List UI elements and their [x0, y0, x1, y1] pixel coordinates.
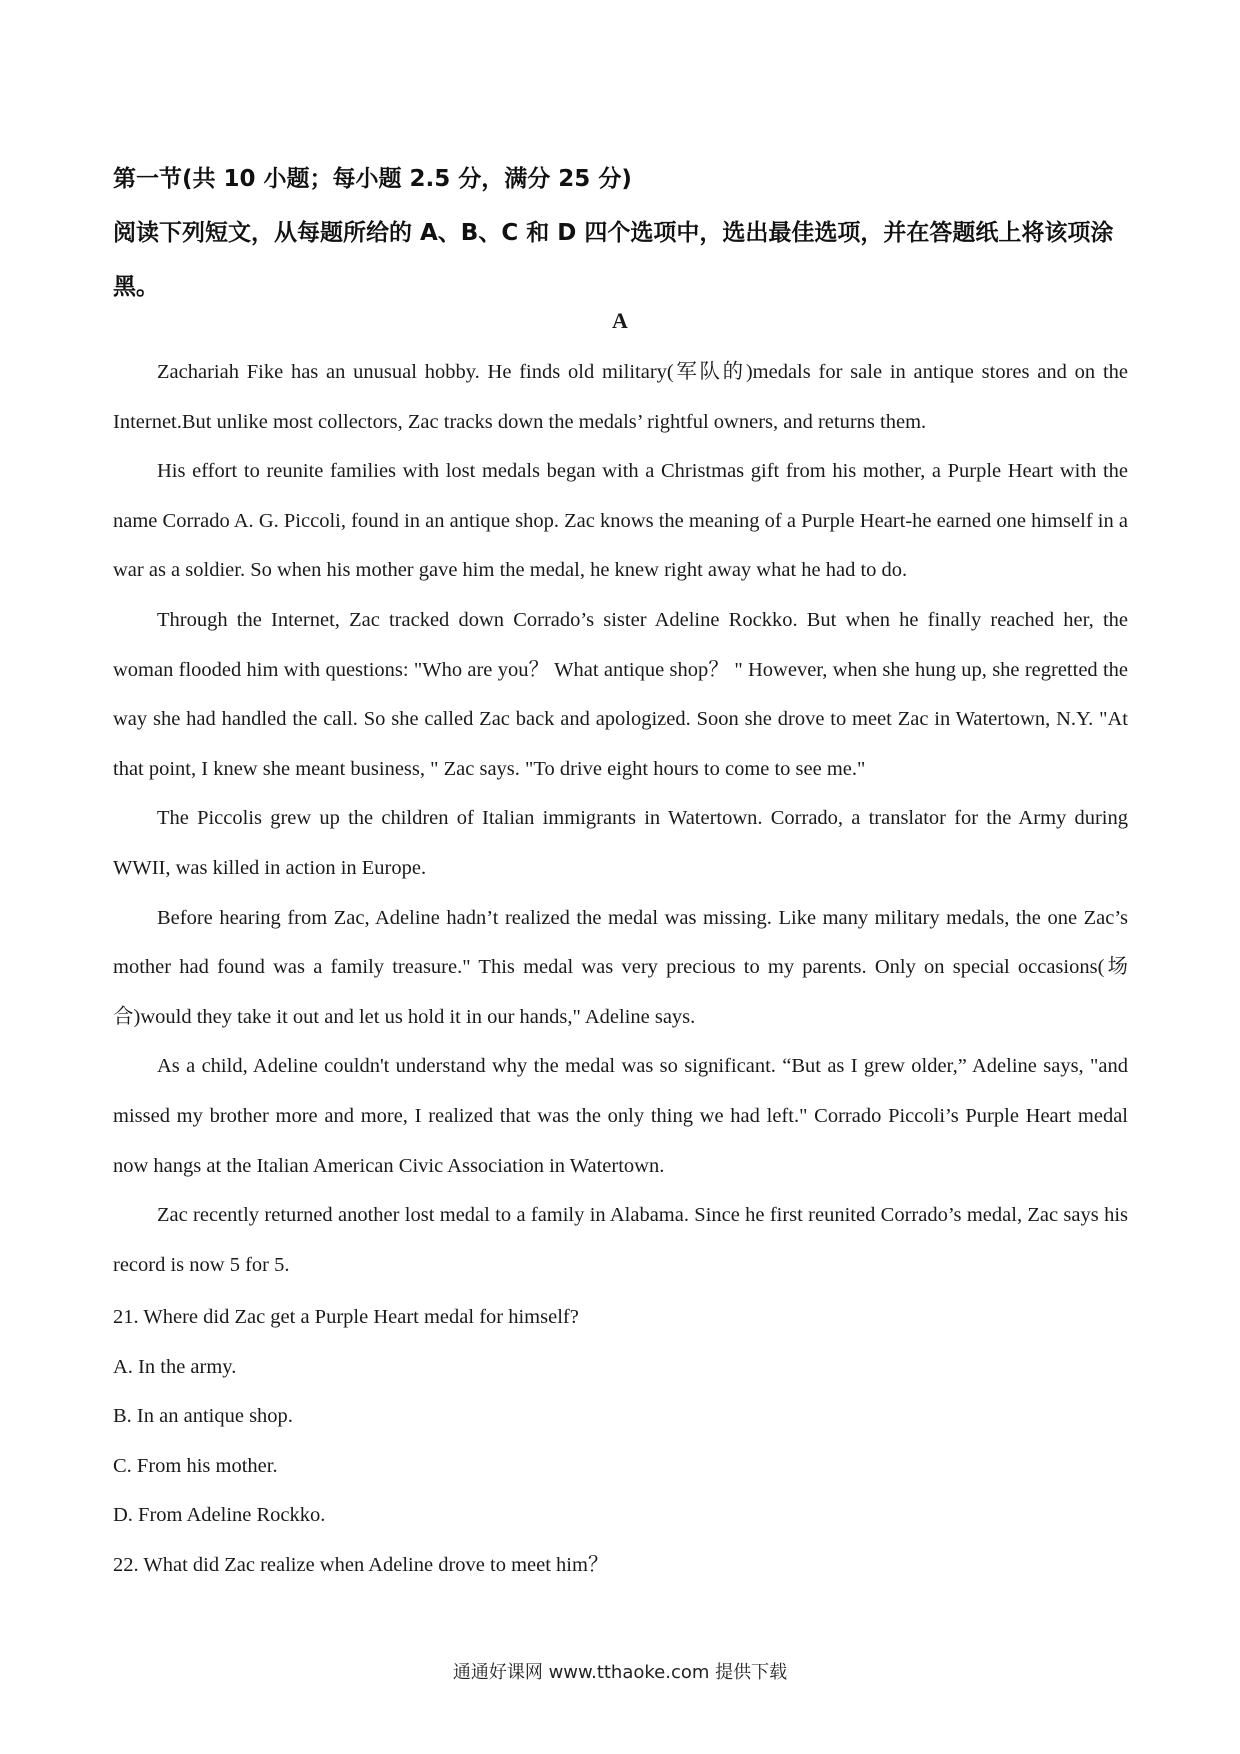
passage-paragraph: Zac recently returned another lost medal to a family in Alabama. Since he first reunited Corrado’s medal, Zac says his record is now 5 for 5. [113, 1204, 1128, 1276]
passage-paragraph: His effort to reunite families with lost medals began with a Christmas gift from his mother, a Purple Heart with the name Corrado A. G. Piccoli, found in an antique shop. Zac knows the meaning of a Purple Heart-he earned one himself in a war as a soldier. So when his mother gave him the medal, he knew right away what he had to do. [113, 460, 1128, 582]
question-list [113, 1293, 1128, 1591]
passage-label: A [612, 308, 628, 333]
passage-paragraph: Before hearing from Zac, Adeline hadn’t realized the medal was missing. Like many military medals, the one Zac’s mother had found was a family treasure." This medal was very precious to my parents. Only on special occasions(场合)would they take it out and let us hold it in our hands," Adeline says. [113, 906, 1128, 1028]
question-21: 21. Where did Zac get a Purple Heart medal for himself? [113, 1306, 579, 1328]
page-footer: 通通好课网 www.tthaoke.com 提供下载 [452, 1662, 788, 1683]
question-21-option-a: A. In the army. [113, 1355, 237, 1378]
section-directions: 阅读下列短文，从每题所给的 A、B、C 和 D 四个选项中，选出最佳选项，并在答题纸上将该项涂黑。 [113, 220, 1114, 300]
passage-paragraph: Zachariah Fike has an unusual hobby. He finds old military(军队的)medals for sale in antique stores and on the Internet.But unlike most collectors, Zac tracks down the medals’ rightful owners, and returns them. [113, 361, 1128, 433]
passage-paragraph: Through the Internet, Zac tracked down Corrado’s sister Adeline Rockko. But when he finally reached her, the woman flooded him with questions: "Who are you？ What antique shop？ " However, when she hung up, she regretted the way she had handled the call. So she called Zac back and apologized. Soon she drove to meet Zac in Watertown, N.Y. "At that point, I knew she meant business, " Zac says. "To drive eight hours to come to see me." [113, 608, 1128, 780]
question-21-option-c: C. From his mother. [113, 1454, 278, 1477]
section-instructions [113, 152, 1133, 314]
section-title: 第一节(共 10 小题；每小题 2.5 分，满分 25 分) [113, 166, 632, 192]
question-21-option-d: D. From Adeline Rockko. [113, 1504, 326, 1527]
question-21-option-b: B. In an antique shop. [113, 1405, 293, 1428]
passage-paragraph: The Piccolis grew up the children of Italian immigrants in Watertown. Corrado, a translator for the Army during WWII, was killed in action in Europe. [113, 807, 1128, 879]
reading-passage [113, 348, 1128, 1290]
question-22: 22. What did Zac realize when Adeline drove to meet him？ [113, 1553, 609, 1576]
passage-paragraph: As a child, Adeline couldn't understand why the medal was so significant. “But as I grew older,” Adeline says, "and missed my brother more and more, I realized that was the only thing we had left." Corrado Piccoli’s Purple Heart medal now hangs at the Italian American Civic Association in Watertown. [113, 1055, 1128, 1177]
